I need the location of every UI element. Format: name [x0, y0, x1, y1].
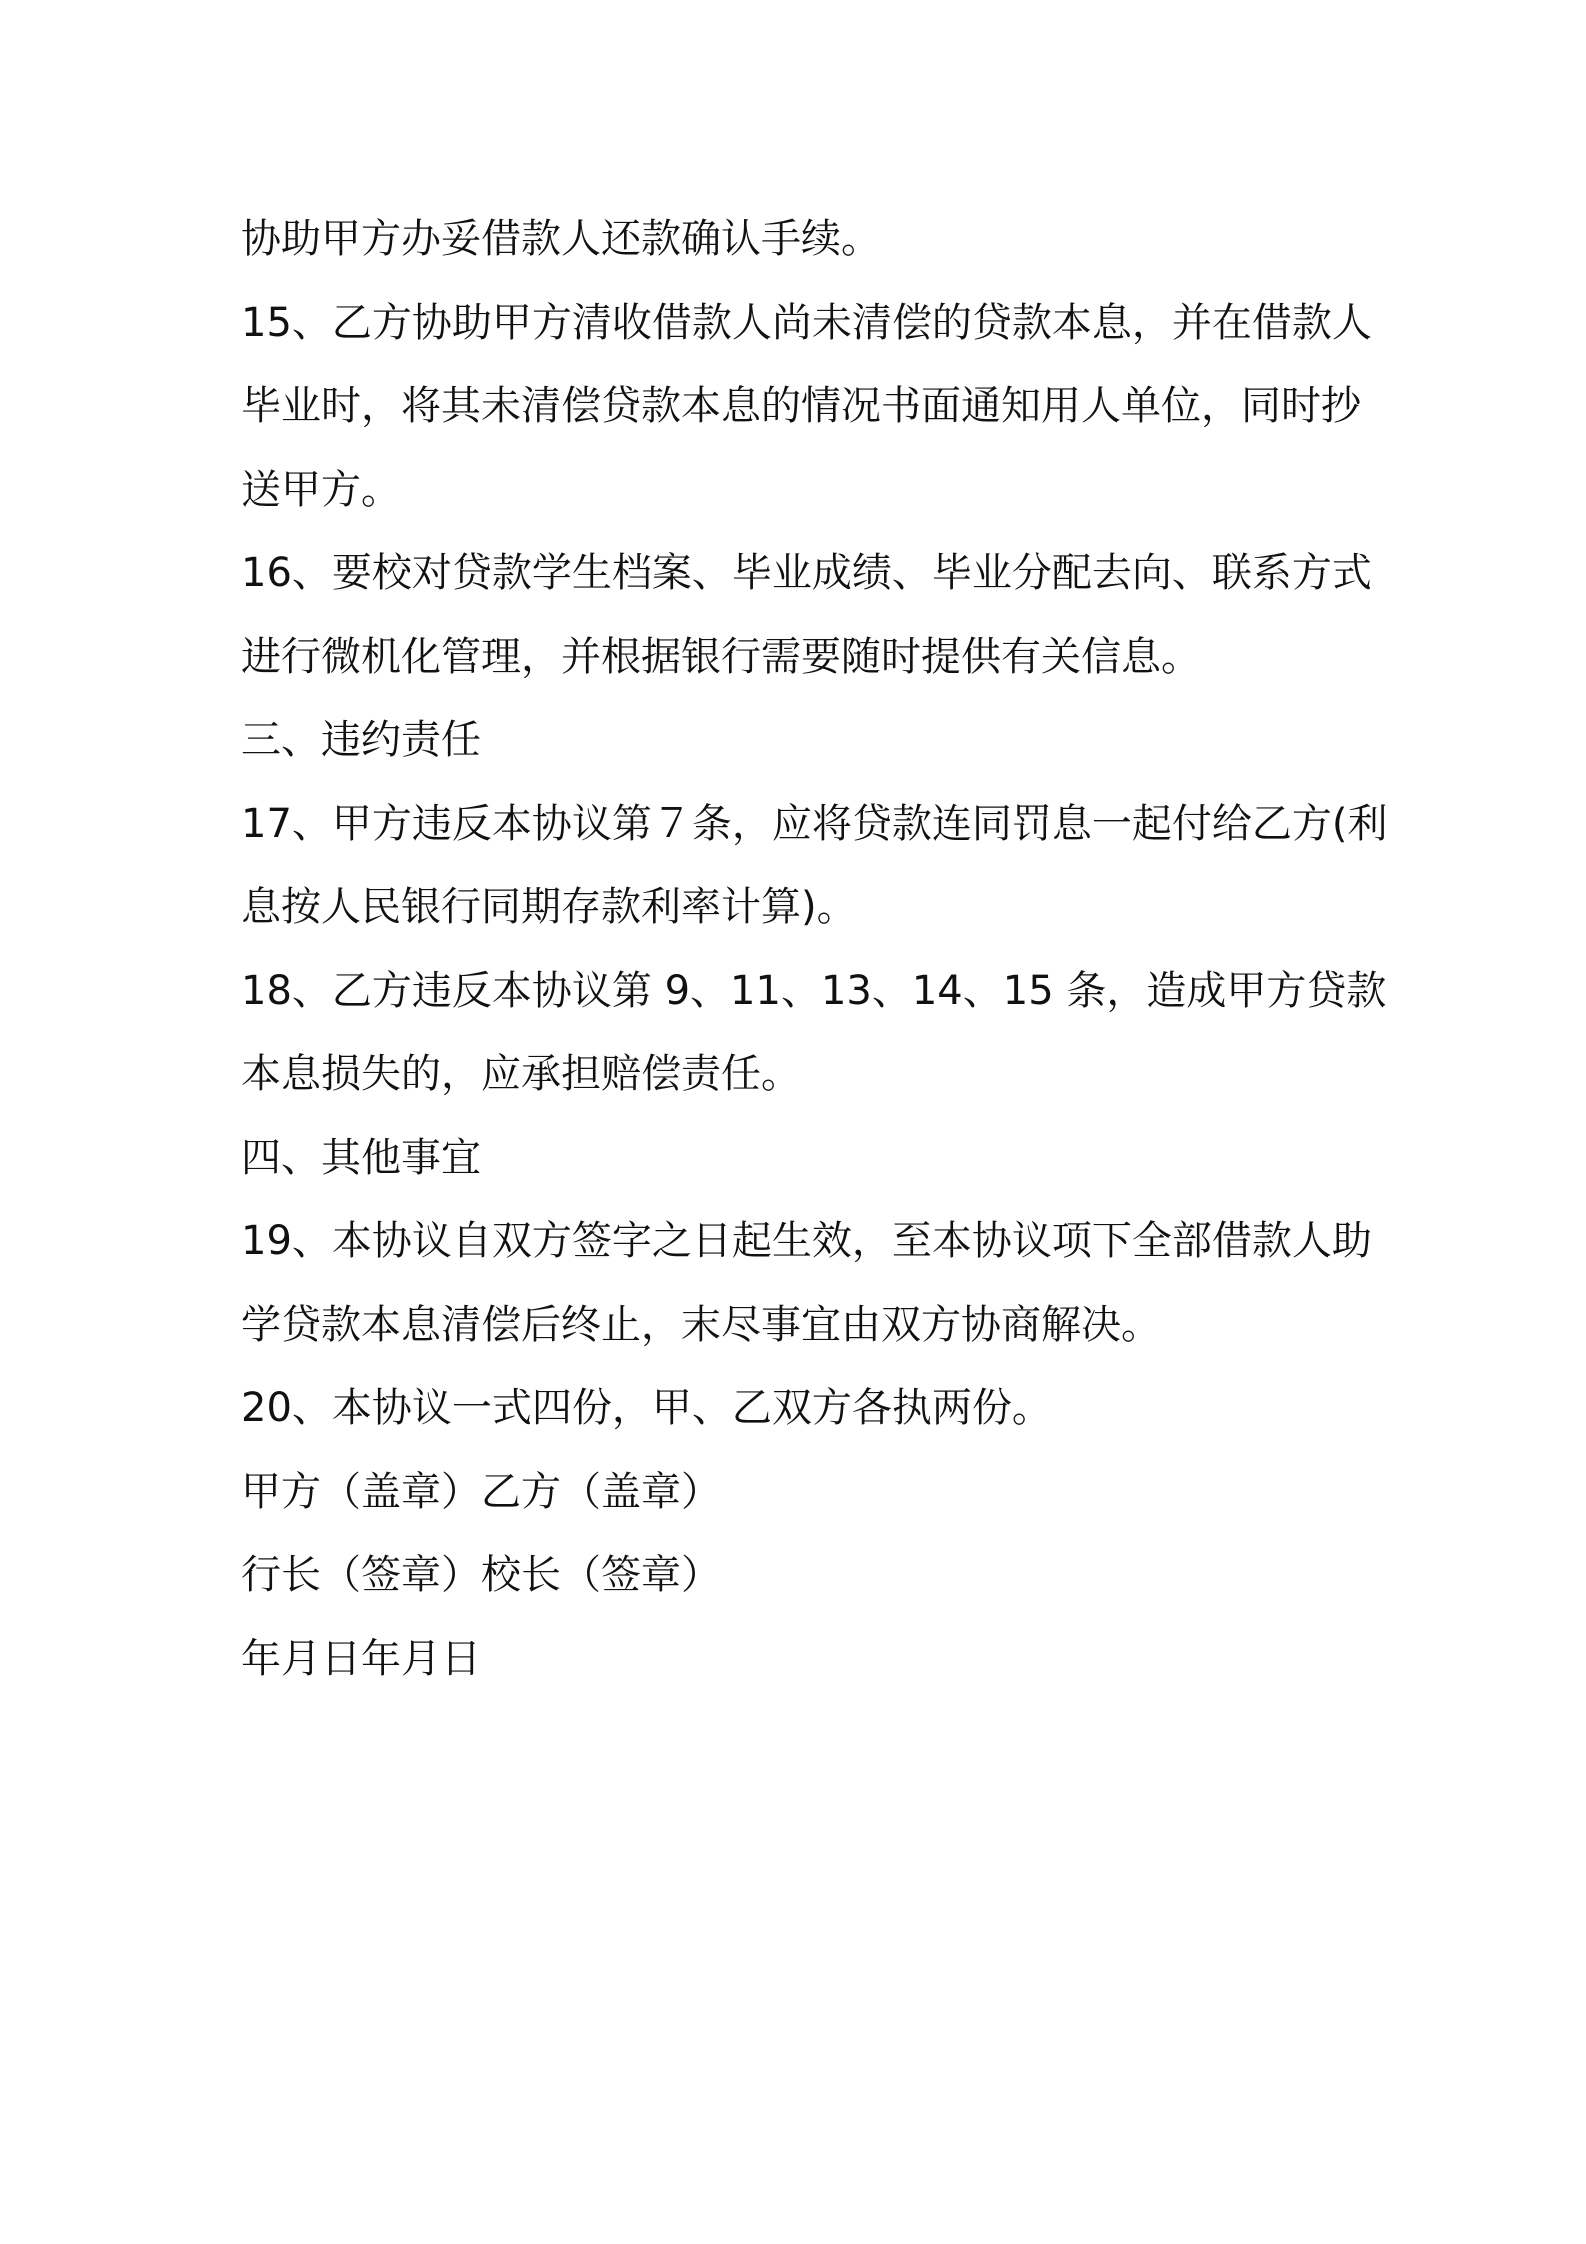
document-body [241, 198, 1388, 1701]
text-line: 15、乙方协助甲方清收借款人尚未清偿的贷款本息，并在借款人 [241, 299, 1372, 346]
text-line: 毕业时，将其未清偿贷款本息的情况书面通知用人单位，同时抄 [241, 383, 1361, 429]
text-line: 17、甲方违反本协议第７条，应将贷款连同罚息一起付给乙方(利 [241, 800, 1388, 847]
section-heading: 三、违约责任 [241, 717, 481, 763]
date-line: 年月日年月日 [241, 1635, 481, 1682]
text-line: 进行微机化管理，并根据银行需要随时提供有关信息。 [241, 633, 1201, 680]
text-line: 20、本协议一式四份，甲、乙双方各执两份。 [241, 1385, 1052, 1431]
text-line: 协助甲方办妥借款人还款确认手续。 [241, 216, 881, 262]
text-line: 学贷款本息清偿后终止，末尽事宜由双方协商解决。 [241, 1301, 1161, 1348]
signature-line: 行长（签章）校长（签章） [241, 1552, 721, 1598]
text-line: 19、本协议自双方签字之日起生效，至本协议项下全部借款人助 [241, 1218, 1372, 1264]
text-line: 16、要校对贷款学生档案、毕业成绩、毕业分配去向、联系方式 [241, 550, 1372, 596]
text-line: 18、乙方违反本协议第 9、11、13、14、15 条，造成甲方贷款 [241, 967, 1387, 1014]
section-heading: 四、其他事宜 [241, 1134, 481, 1181]
text-line: 本息损失的，应承担赔偿责任。 [241, 1051, 801, 1097]
text-line: 送甲方。 [241, 466, 401, 513]
text-line: 息按人民银行同期存款利率计算)。 [241, 884, 857, 930]
signature-line: 甲方（盖章）乙方（盖章） [241, 1468, 721, 1515]
